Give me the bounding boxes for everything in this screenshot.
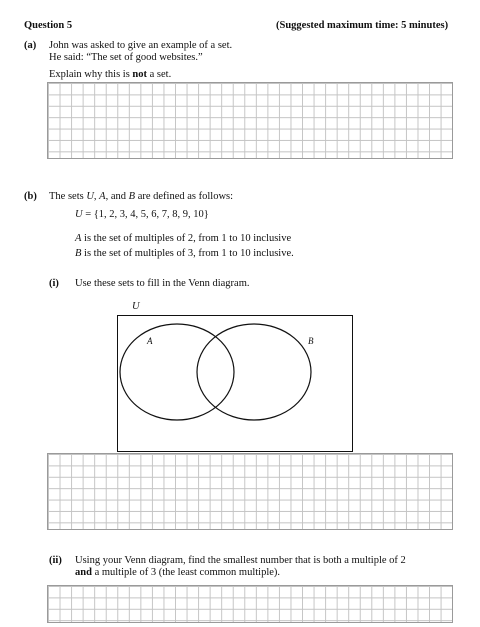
part-b-i-text: Use these sets to fill in the Venn diagram. bbox=[75, 278, 250, 289]
venn-universal-label: U bbox=[132, 301, 140, 312]
set-b-definition: B is the set of multiples of 3, from 1 to 10 inclusive. bbox=[75, 248, 294, 259]
answer-grid-b-ii[interactable] bbox=[47, 585, 453, 623]
answer-grid-b-i[interactable] bbox=[47, 453, 453, 530]
part-b-ii-label: (ii) bbox=[49, 555, 62, 566]
part-b-ii-line1: Using your Venn diagram, find the smallest number that is both a multiple of 2 bbox=[75, 555, 406, 566]
venn-label-a: A bbox=[147, 336, 153, 346]
part-b-i-label: (i) bbox=[49, 278, 59, 289]
set-a-definition: A is the set of multiples of 2, from 1 to 10 inclusive bbox=[75, 233, 292, 244]
part-a-line2: He said: “The set of good websites.” bbox=[49, 52, 203, 63]
part-b-intro: The sets U, A, and B are defined as follows: bbox=[49, 191, 234, 202]
part-a-line3: Explain why this is not a set. bbox=[49, 69, 172, 80]
answer-grid-a[interactable] bbox=[47, 82, 453, 159]
venn-circle-a[interactable] bbox=[120, 324, 234, 420]
part-b-ii-line2: and a multiple of 3 (the least common multiple). bbox=[75, 567, 281, 578]
part-a-line1: John was asked to give an example of a set. bbox=[49, 40, 233, 51]
universal-set-definition: U = {1, 2, 3, 4, 5, 6, 7, 8, 9, 10} bbox=[75, 209, 209, 220]
time-hint: (Suggested maximum time: 5 minutes) bbox=[276, 20, 449, 31]
part-a-label: (a) bbox=[24, 40, 37, 51]
venn-circle-b[interactable] bbox=[197, 324, 311, 420]
question-title: Question 5 bbox=[24, 20, 73, 31]
venn-label-b: B bbox=[308, 336, 314, 346]
part-b-label: (b) bbox=[24, 191, 37, 202]
